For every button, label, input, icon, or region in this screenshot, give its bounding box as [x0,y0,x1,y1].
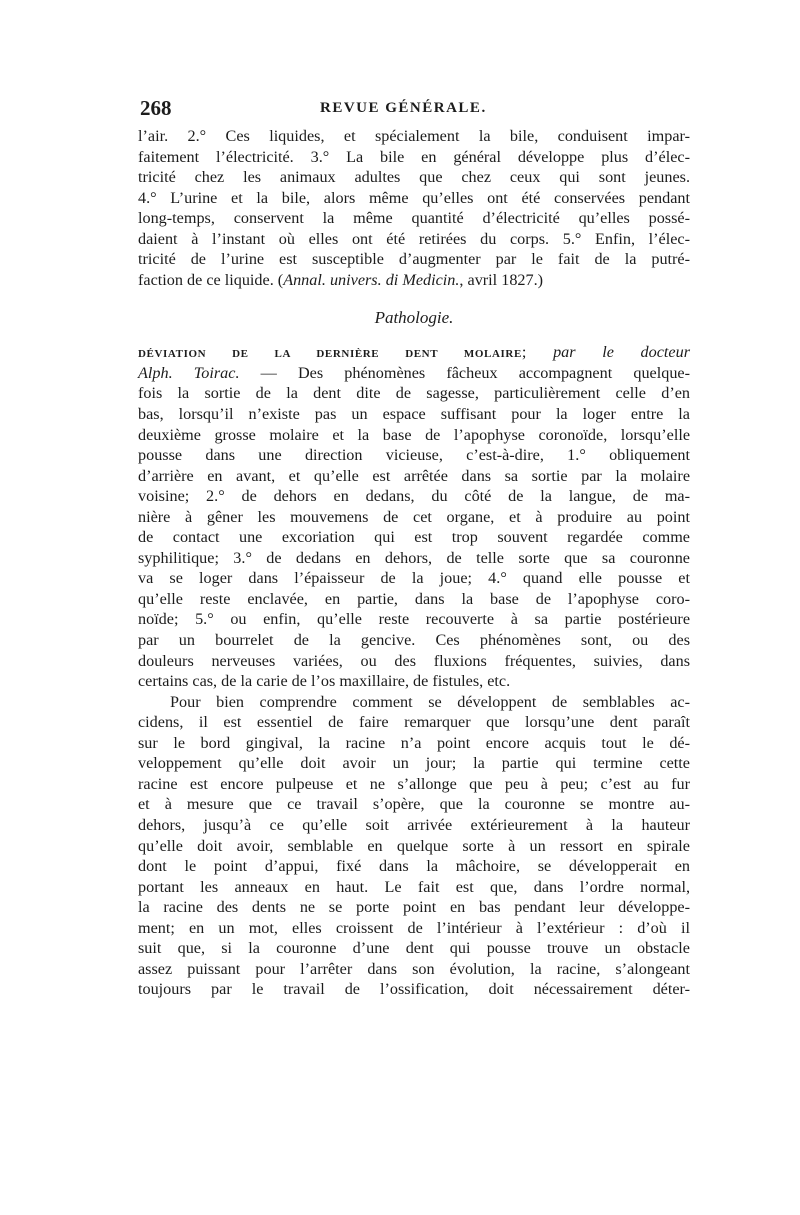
article-opening: — Des phénomènes fâcheux accompagnent quelque- [239,363,690,382]
text-line: noïde; 5.° ou enfin, qu’elle reste recouverte à sa partie postérieure [138,610,690,629]
article-title-line [138,342,690,363]
text-line: syphilitique; 3.° de dedans en dehors, de telle sorte que sa couronne [138,548,690,567]
section-title: Pathologie. [374,308,454,328]
book-page [138,96,690,1000]
page-number: 268 [140,96,172,120]
text-line: racine est encore pulpeuse et ne s’allonge que peu à peu; c’est au fur [138,774,690,793]
text-line: qu’elle reste enclavée, en partie, dans la base de l’apophyse coro- [138,589,690,608]
text-line: ment; en un mot, elles croissent de l’intérieur à l’extérieur : d’où il [138,918,690,937]
text-line: sur le bord gingival, la racine n’a point encore acquis tout le dé- [138,733,690,752]
title-separator: ; [521,343,554,362]
text-line: toujours par le travail de l’ossification, doit nécessairement déter- [138,980,690,999]
text-line: faitement l’électricité. 3.° La bile en général développe plus d’élec- [138,147,690,166]
text-line: Pour bien comprendre comment se développent de semblables ac- [170,692,690,711]
text-line: la racine des dents ne se porte point en bas pendant leur développe- [138,898,690,917]
text-line: voisine; 2.° de dehors en dedans, du côté de la langue, de ma- [138,487,690,506]
text-line: daient à l’instant où elles ont été retirées du corps. 5.° Enfin, l’élec- [138,229,690,248]
text-line: pousse dans une direction vicieuse, c’est-à-dire, 1.° obliquement [138,446,690,465]
text-line: qu’elle doit avoir, semblable en quelque sorte à un ressort en spirale [138,836,690,855]
text-line: nière à gêner les mouvemens de cet organe, et à produire au point [138,507,690,526]
text-line-citation [138,270,690,291]
text-line: l’air. 2.° Ces liquides, et spécialement la bile, conduisent impar- [138,127,690,145]
text-line: 4.° L’urine et la bile, alors même qu’elles ont été conservées pendant [138,188,690,207]
text-line: suit que, si la couronne d’une dent qui pousse trouve un obstacle [138,939,690,958]
citation-journal: Annal. univers. di Medicin. [283,270,460,289]
citation-date: , avril 1827.) [459,270,544,289]
text-line: dehors, jusqu’à ce qu’elle soit arrivée extérieurement à la hauteur [138,815,690,834]
text-line: d’arrière en avant, et qu’elle est arrêtée dans sa sortie par la molaire [138,466,690,485]
text-line [138,363,690,384]
text-line: par un bourrelet de la gencive. Ces phénomènes sont, ou des [138,631,690,650]
text-line: long-temps, conservent la même quantité d’électricité qu’elles possé- [138,209,690,228]
text-line: assez puissant pour l’arrêter dans son évolution, la racine, s’alongeant [138,959,690,978]
author-prefix: par le docteur [553,343,690,362]
author-name: Alph. Toirac. [138,363,240,382]
text-line: douleurs nerveuses variées, ou des fluxions fréquentes, suivies, dans [138,651,690,670]
article-title: DÉVIATION DE LA DERNIÈRE DENT MOLAIRE [138,348,522,361]
text-line: veloppement qu’elle doit avoir un jour; la partie qui termine cette [138,754,690,773]
text-line: cidens, il est essentiel de faire remarquer que lorsqu’une dent paraît [138,713,690,732]
text-line: tricité de l’urine est susceptible d’augmenter par le fait de la putré- [138,250,690,269]
citation-prefix: faction de ce liquide. ( [138,270,284,289]
text-line: certains cas, de la carie de l’os maxillaire, de fistules, etc. [138,672,511,691]
text-line: et à mesure que ce travail s’opère, que la couronne se montre au- [138,795,690,814]
running-head: REVUE GÉNÉRALE. [320,100,487,116]
article-wisdom-tooth [138,342,690,691]
text-line: tricité chez les animaux adultes que chez ceux qui sont jeunes. [138,168,690,187]
text-line: fois la sortie de la dent dite de sagesse, particulièrement celle d’en [138,384,690,403]
text-line: portant les anneaux en haut. Le fait est que, dans l’ordre normal, [138,877,690,896]
text-line: deuxième grosse molaire et la base de l’apophyse coronoïde, lorsqu’elle [138,425,690,444]
page-header [138,96,690,126]
text-line: dont le point d’appui, fixé dans la mâchoire, se développerait en [138,857,690,876]
text-line: va se loger dans l’épaisseur de la joue; 4.° quand elle pousse et [138,569,690,588]
paragraph-explanation [138,692,690,1000]
text-line: bas, lorsqu’il n’existe pas un espace suffisant pour la loger entre la [138,405,690,424]
paragraph-electricity [138,126,690,290]
text-line: de contact une excoriation qui est trop souvent regardée comme [138,528,690,547]
